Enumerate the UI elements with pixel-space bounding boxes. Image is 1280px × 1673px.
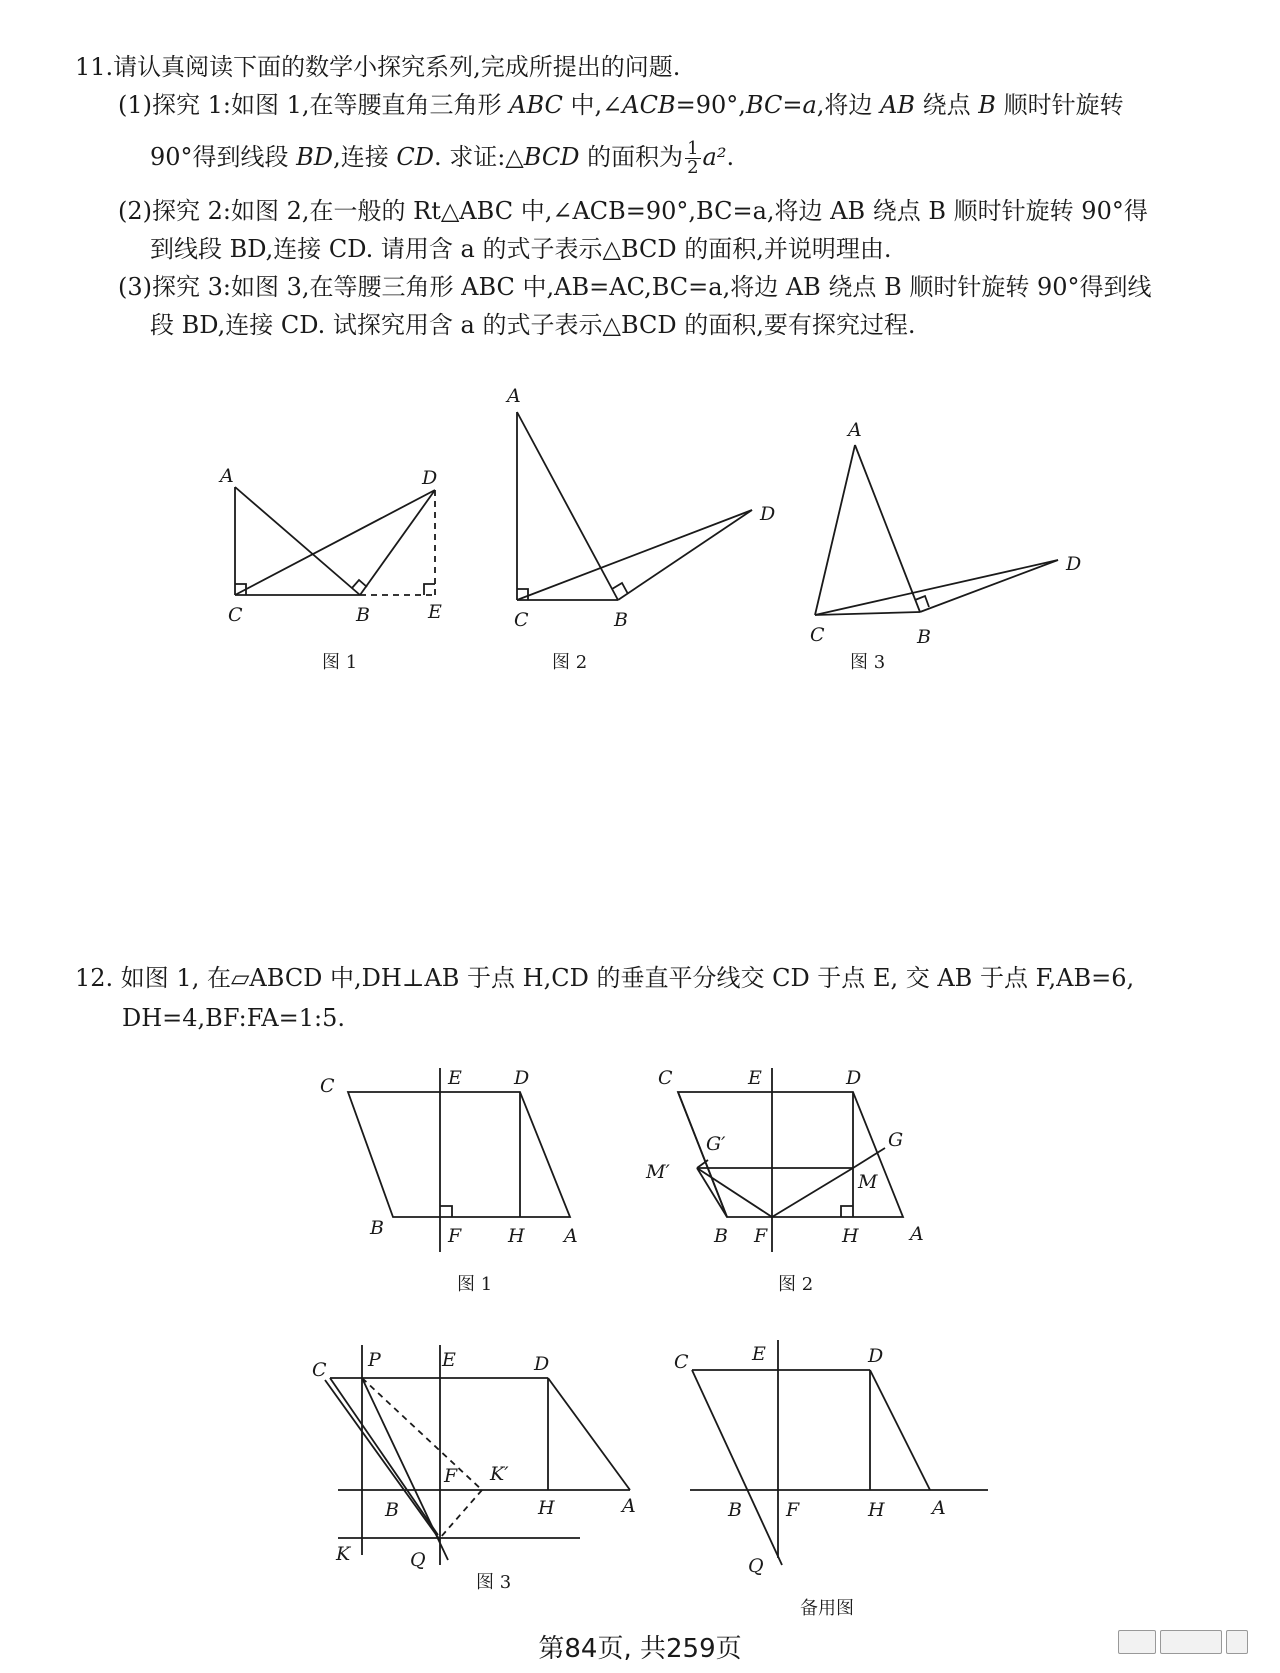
text-seg: a² — [702, 143, 727, 171]
label-F: F — [448, 1225, 462, 1247]
q12-line2: DH=4,BF:FA=1:5. — [122, 1004, 345, 1032]
label-A: A — [507, 385, 521, 407]
text-seg: 中,∠ — [562, 91, 623, 119]
label-C: C — [320, 1075, 335, 1097]
label-E: E — [428, 601, 442, 623]
label-H: H — [842, 1225, 859, 1247]
q12-figure-3 — [312, 1345, 636, 1593]
q11-part3-line2: 段 BD,连接 CD. 试探究用含 a 的式子表示△BCD 的面积,要有探究过程. — [150, 311, 916, 339]
text-seg: . — [726, 143, 735, 171]
q11-part2-line2: 到线段 BD,连接 CD. 请用含 a 的式子表示△BCD 的面积,并说明理由. — [150, 235, 892, 263]
scroll-segment[interactable] — [1226, 1630, 1248, 1654]
label-K-prime: K′ — [490, 1463, 509, 1485]
fraction-numerator: 1 — [687, 138, 699, 159]
text-seg: B — [978, 91, 996, 119]
label-E: E — [748, 1067, 762, 1089]
label-H: H — [868, 1499, 885, 1521]
page-scroller[interactable] — [1118, 1630, 1248, 1654]
label-M: M — [858, 1171, 878, 1193]
text-seg: ACB — [622, 91, 676, 119]
label-A: A — [622, 1495, 636, 1517]
q11-part2-line1: (2)探究 2:如图 2,在一般的 Rt△ABC 中,∠ACB=90°,BC=a,将边 AB 绕点 B 顺时针旋转 90°得 — [118, 197, 1148, 225]
label-F: F — [786, 1499, 800, 1521]
label-E: E — [442, 1349, 456, 1371]
text-seg: CD — [396, 143, 434, 171]
label-B: B — [356, 604, 370, 626]
q12-figure-2 — [645, 1067, 924, 1295]
text-seg: 绕点 — [915, 91, 979, 119]
label-C: C — [810, 624, 825, 646]
label-Q: Q — [410, 1549, 426, 1571]
label-C: C — [514, 609, 529, 631]
text-seg: ,连接 — [333, 143, 397, 171]
label-C: C — [674, 1351, 689, 1373]
label-A: A — [220, 465, 234, 487]
label-C: C — [312, 1359, 327, 1381]
scroll-segment[interactable] — [1160, 1630, 1222, 1654]
label-B: B — [385, 1499, 399, 1521]
figure-caption: 图 3 — [476, 1572, 512, 1593]
label-D: D — [760, 503, 776, 525]
label-P: P — [368, 1349, 381, 1371]
label-D: D — [534, 1353, 550, 1375]
label-C: C — [658, 1067, 673, 1089]
q12-spare-figure — [674, 1340, 988, 1619]
q11-title: 11.请认真阅读下面的数学小探究系列,完成所提出的问题. — [75, 53, 681, 81]
q11-part3-line1: (3)探究 3:如图 3,在等腰三角形 ABC 中,AB=AC,BC=a,将边 AB 绕点 B 顺时针旋转 90°得到线 — [118, 273, 1152, 301]
text-seg: ,将边 — [816, 91, 881, 119]
text-seg: ABC — [509, 91, 563, 119]
label-Q: Q — [748, 1555, 764, 1577]
label-G: G — [888, 1129, 904, 1151]
text-seg: 90°得到线段 — [150, 143, 297, 171]
label-B: B — [917, 626, 931, 648]
label-M-prime: M′ — [646, 1161, 670, 1183]
text-seg: =90°, — [675, 91, 746, 119]
figure-caption: 图 2 — [778, 1274, 814, 1295]
label-F: F — [754, 1225, 768, 1247]
label-C: C — [228, 604, 243, 626]
figure-caption: 图 1 — [322, 652, 358, 673]
label-E: E — [752, 1343, 766, 1365]
text-seg: 顺时针旋转 — [995, 91, 1124, 119]
text-seg: (1)探究 1:如图 1,在等腰直角三角形 — [118, 91, 510, 119]
figure-caption: 图 2 — [552, 652, 588, 673]
label-A: A — [910, 1223, 924, 1245]
fraction-denominator: 2 — [687, 157, 699, 178]
label-B: B — [728, 1499, 742, 1521]
label-H: H — [508, 1225, 525, 1247]
label-D: D — [868, 1345, 884, 1367]
q12-figure-1 — [320, 1067, 578, 1295]
label-D: D — [846, 1067, 862, 1089]
page-number: 第84页, 共259页 — [538, 1634, 742, 1664]
figure-caption: 备用图 — [800, 1598, 854, 1619]
text-seg: . 求证:△ — [433, 143, 524, 171]
label-H: H — [538, 1497, 555, 1519]
text-seg: 的面积为 — [579, 143, 684, 171]
label-A: A — [848, 419, 862, 441]
text-seg: BD — [296, 143, 334, 171]
label-B: B — [370, 1217, 384, 1239]
scroll-segment[interactable] — [1118, 1630, 1156, 1654]
label-D: D — [422, 467, 438, 489]
text-seg: a — [802, 91, 817, 119]
figure-caption: 图 1 — [457, 1274, 493, 1295]
text-seg: = — [782, 91, 803, 119]
text-seg: BC — [745, 91, 783, 119]
label-K: K — [336, 1543, 351, 1565]
label-B: B — [614, 609, 628, 631]
label-B: B — [714, 1225, 728, 1247]
figure-caption: 图 3 — [850, 652, 886, 673]
label-E: E — [448, 1067, 462, 1089]
text-seg: BCD — [523, 143, 580, 171]
label-G-prime: G′ — [706, 1133, 726, 1155]
text-seg: AB — [880, 91, 916, 119]
label-D: D — [514, 1067, 530, 1089]
q12-line1: 12. 如图 1, 在▱ABCD 中,DH⊥AB 于点 H,CD 的垂直平分线交 CD 于点 E, 交 AB 于点 F,AB=6, — [75, 964, 1135, 992]
label-A: A — [932, 1497, 946, 1519]
label-A: A — [564, 1225, 578, 1247]
label-D: D — [1066, 553, 1082, 575]
label-F: F — [444, 1465, 458, 1487]
